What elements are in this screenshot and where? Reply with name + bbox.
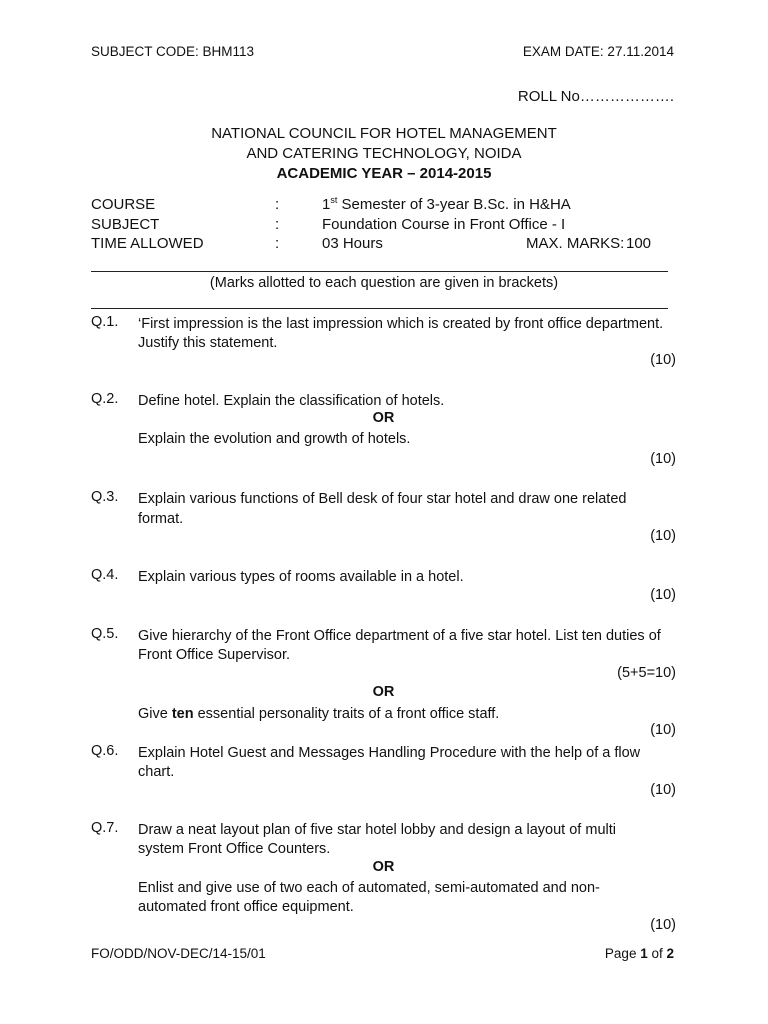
question-3 (91, 489, 676, 549)
question-marks: (10) (650, 782, 676, 798)
alternative-question-text (138, 704, 676, 724)
or-separator: OR (372, 859, 395, 875)
alternative-question-text: automated front office equipment. (138, 899, 354, 915)
max-marks-label: MAX. MARKS: (526, 235, 625, 252)
course-label: COURSE (91, 196, 156, 213)
max-marks-value: 100 (626, 235, 652, 252)
question-number: Q.3. (91, 489, 119, 505)
question-number: Q.5. (91, 626, 119, 642)
time-colon: : (275, 235, 280, 252)
subject-label: SUBJECT (91, 216, 160, 233)
question-marks: (5+5=10) (617, 665, 676, 681)
divider-top (91, 271, 668, 272)
alternative-question-text: Explain the evolution and growth of hotels. (138, 431, 411, 447)
page-word: Page (604, 946, 641, 961)
question-4 (91, 567, 676, 607)
alt-text-pre: Give (138, 706, 172, 722)
question-text-line: format. (138, 511, 184, 527)
page-number (605, 946, 674, 961)
question-text-line: Draw a neat layout plan of five star hotel lobby and design a layout of multi (138, 822, 616, 838)
roll-number-field: ROLL No………………. (517, 88, 674, 105)
alt-text-post: essential personality traits of a front office staff. (193, 706, 500, 722)
question-text-line: Define hotel. Explain the classification of hotels. (138, 393, 445, 409)
exam-date: EXAM DATE: 27.11.2014 (522, 44, 674, 59)
or-separator: OR (372, 410, 395, 426)
question-text-line: Explain various types of rooms available in a hotel. (138, 569, 464, 585)
marks-note: (Marks allotted to each question are given in brackets) (209, 275, 559, 291)
institution-name-line2: AND CATERING TECHNOLOGY, NOIDA (246, 145, 522, 162)
question-7 (91, 820, 676, 938)
time-allowed-label: TIME ALLOWED (91, 235, 204, 252)
question-number: Q.7. (91, 820, 119, 836)
question-number: Q.1. (91, 314, 119, 330)
question-6 (91, 743, 676, 803)
page-of: of (647, 946, 667, 961)
subject-code: SUBJECT CODE: BHM113 (91, 44, 255, 59)
question-text-line: chart. (138, 764, 175, 780)
subject-colon: : (275, 216, 280, 233)
question-text-line: Front Office Supervisor. (138, 647, 291, 663)
course-colon: : (275, 196, 280, 213)
question-marks: (10) (650, 352, 676, 368)
question-number: Q.4. (91, 567, 119, 583)
question-text-line: ‘First impression is the last impression which is created by front office department. (138, 316, 664, 332)
academic-year: ACADEMIC YEAR – 2014-2015 (276, 165, 492, 182)
question-text-line: Explain various functions of Bell desk of four star hotel and draw one related (138, 491, 627, 507)
question-text-line: Give hierarchy of the Front Office department of a five star hotel. List ten duties of (138, 628, 661, 644)
alt-text-bold: ten (171, 706, 194, 722)
subject-row (91, 216, 671, 236)
page-total: 2 (666, 946, 674, 961)
divider-bottom (91, 308, 668, 309)
course-value-text: Semester of 3-year B.Sc. in H&HA (337, 196, 571, 213)
time-allowed-value: 03 Hours (322, 235, 383, 252)
question-marks: (10) (650, 587, 676, 603)
question-text-line: system Front Office Counters. (138, 841, 331, 857)
question-marks: (10) (650, 528, 676, 544)
question-1 (91, 314, 676, 374)
course-row (91, 196, 671, 216)
or-separator: OR (372, 684, 395, 700)
institution-name-line1: NATIONAL COUNCIL FOR HOTEL MANAGEMENT (211, 125, 557, 142)
question-2 (91, 391, 676, 471)
course-ordinal-suffix: st (330, 195, 338, 205)
question-number: Q.6. (91, 743, 119, 759)
time-row (91, 235, 671, 255)
paper-code: FO/ODD/NOV-DEC/14-15/01 (91, 946, 266, 961)
question-marks: (10) (650, 451, 676, 467)
question-text-line: Justify this statement. (138, 335, 278, 351)
course-value (322, 196, 571, 213)
subject-value: Foundation Course in Front Office - I (322, 216, 566, 233)
page-current: 1 (640, 946, 648, 961)
question-5 (91, 626, 676, 741)
alternative-question-text: Enlist and give use of two each of automated, semi-automated and non- (138, 880, 600, 896)
question-marks: (10) (650, 722, 676, 738)
question-number: Q.2. (91, 391, 119, 407)
question-marks: (10) (650, 917, 676, 933)
question-text-line: Explain Hotel Guest and Messages Handling Procedure with the help of a flow (138, 745, 641, 761)
course-ordinal: 1 (322, 196, 331, 213)
